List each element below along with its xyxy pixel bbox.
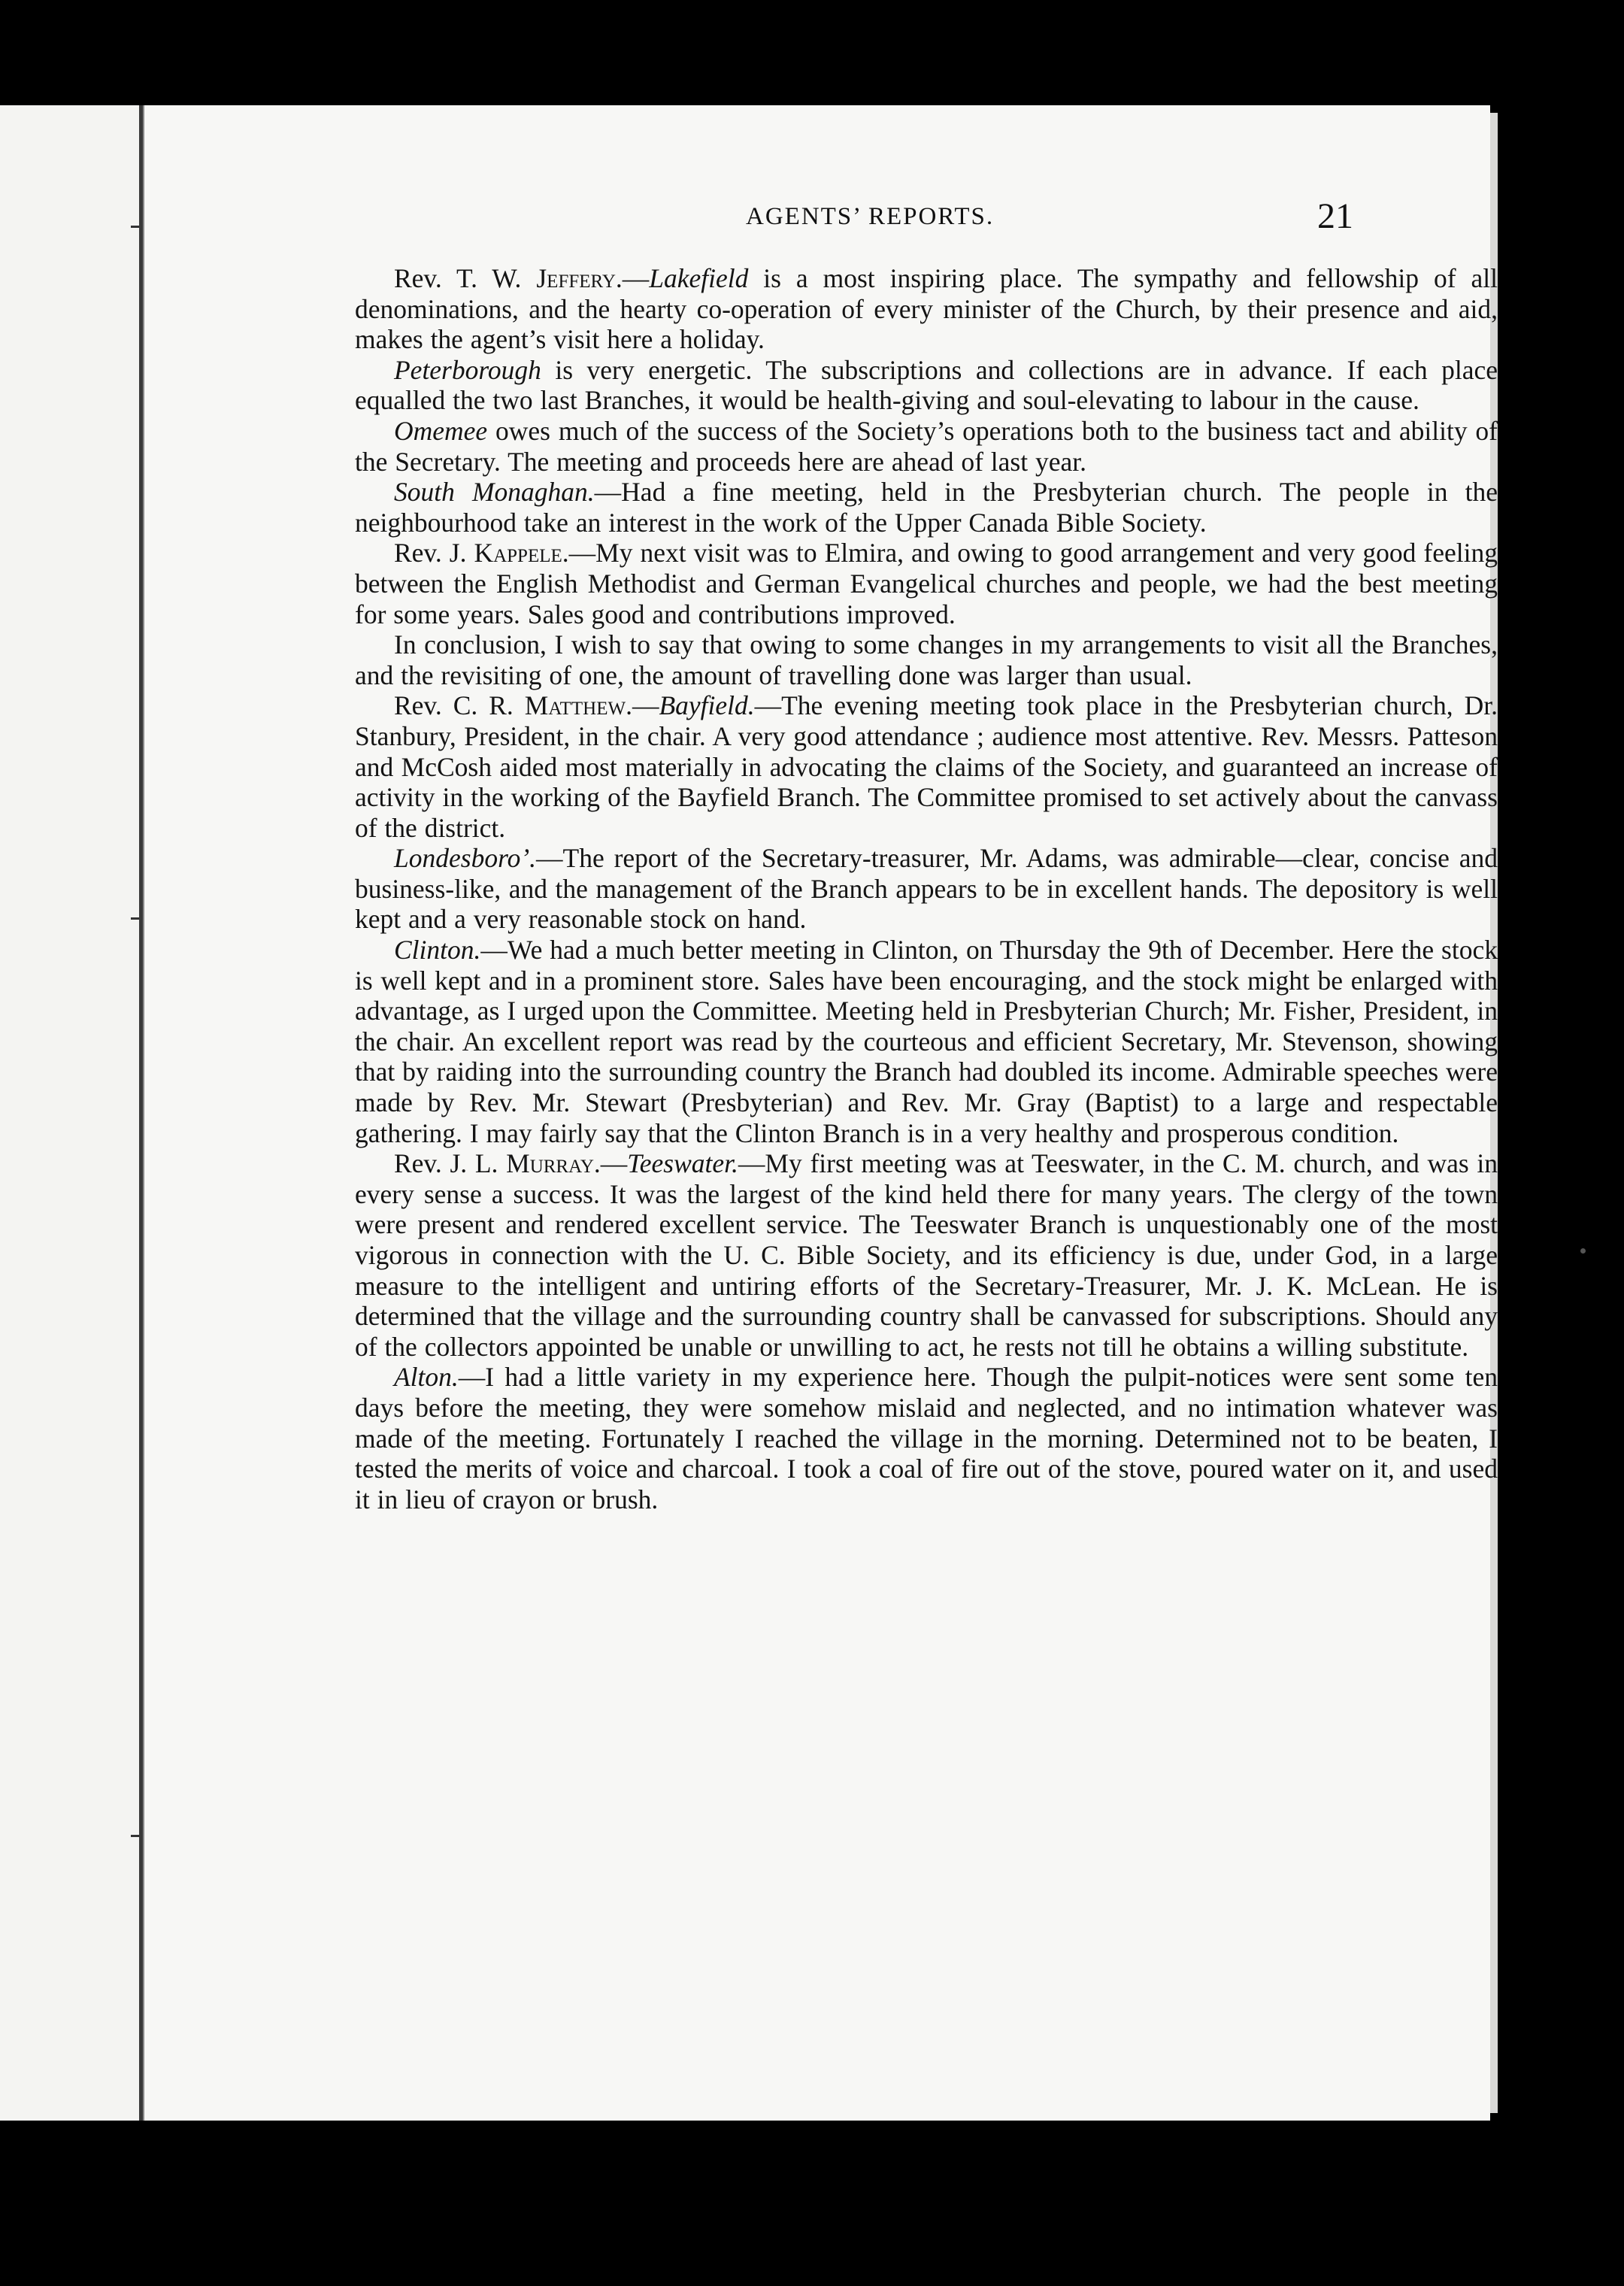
paragraph-text: is very energetic. The subscriptions and collections are in advance. If each place equalled the two last Branches, it would be health-giving and soul-elevating to labour in the cause.: [355, 354, 1498, 416]
paragraph-text: In conclusion, I wish to say that owing to some changes in my arrangements to visit all the Branches, and the revisiting of one, the amount of travelling done was larger than usual.: [355, 629, 1498, 690]
place-name: Lakefield: [649, 263, 749, 293]
paragraph-lead: Rev. C. R.: [394, 690, 525, 721]
book-page: [143, 105, 1498, 2121]
place-name: South Monaghan.: [394, 477, 595, 508]
report-paragraph: [355, 416, 1498, 477]
place-name: Teeswater.: [627, 1148, 738, 1179]
report-paragraph: [355, 263, 1498, 355]
paper-speck: [1580, 1248, 1586, 1254]
place-name: Bayfield.: [659, 690, 755, 721]
paragraph-lead: Rev. J.: [394, 538, 474, 568]
separator: .—: [562, 538, 596, 568]
paragraph-text: —The report of the Secretary-treasurer, Mr. Adams, was admirable—clear, concise and business-like, and the management of the Branch appears to be in excellent hands. The depository is well kept and a very reasonable stock on hand.: [355, 843, 1498, 935]
report-paragraph: [355, 690, 1498, 843]
report-paragraph: [355, 355, 1498, 416]
facing-page-edge: [0, 105, 143, 2121]
paragraph-text: owes much of the success of the Society’s operations both to the business tact and ability of the Secretary. The meeting and proceeds here are ahead of last year.: [355, 415, 1498, 477]
place-name: Alton.: [394, 1362, 459, 1393]
report-paragraph: [355, 477, 1498, 538]
paragraph-text: My next visit was to Elmira, and owing to good arrangement and very good feeling between the English Methodist and German Evangelical churches and people, we had the best meeting for some years. Sales good and contributions improved.: [355, 538, 1498, 629]
place-name: Omemee: [394, 415, 488, 446]
paragraph-text: —Had a fine meeting, held in the Presbyterian church. The people in the neighbourhood take an interest in the work of the Upper Canada Bible Society.: [355, 477, 1498, 538]
report-paragraph: [355, 629, 1498, 690]
body-text: [355, 263, 1498, 1514]
paragraph-text: —My first meeting was at Teeswater, in the C. M. church, and was in every sense a success. It was the largest of the kind held there for many years. The clergy of the town were present and rendered excellent service. The Teeswater Branch is unquestionably one of the most vigorous in connection with the U. C. Bible Society, and its efficiency is due, under God, in a large measure to the intelligent and untiring efforts of the Secretary-Treasurer, Mr. J. K. McLean. He is determined that the village and the surrounding country shall be canvassed for subscriptions. Should any of the collectors appointed be unable or unwilling to act, he rests not till he obtains a willing substitute.: [355, 1148, 1498, 1362]
paragraph-text: —The evening meeting took place in the Presbyterian church, Dr. Stanbury, President, in the chair. A very good attendance ; audience most attentive. Rev. Messrs. Patteson and McCosh aided most materially in advocating the claims of the Society, and guaranteed an increase of activity in the working of the Bayfield Branch. The Committee promised to set actively about the canvass of the district.: [355, 690, 1498, 843]
agent-name: Jeffery: [536, 263, 616, 293]
page-number: 21: [1317, 196, 1353, 236]
paragraph-lead: Rev. J. L.: [394, 1148, 507, 1179]
agent-name: Murray: [506, 1148, 594, 1179]
agent-name: Matthew: [524, 690, 626, 721]
place-name: Clinton.: [394, 935, 481, 966]
report-paragraph: [355, 1148, 1498, 1362]
report-paragraph: [355, 935, 1498, 1148]
report-paragraph: [355, 843, 1498, 935]
paragraph-text: —We had a much better meeting in Clinton, on Thursday the 9th of December. Here the stock is well kept and in a prominent store. Sales have been encouraging, and the stock might be enlarged with advantage, as I urged upon the Committee. Meeting held in Presbyterian Church; Mr. Fisher, President, in the chair. An excellent report was read by the courteous and efficient Secretary, Mr. Stevenson, showing that by raiding into the surrounding country the Branch had doubled its income. Admirable speeches were made by Rev. Mr. Stewart (Presbyterian) and Rev. Mr. Gray (Baptist) to a large and respectable gathering. I may fairly say that the Clinton Branch is in a very healthy and prosperous condition.: [355, 935, 1498, 1148]
paragraph-lead: Rev. T. W.: [394, 263, 537, 293]
paragraph-text: —I had a little variety in my experience here. Though the pulpit-notices were sent some ten days before the meeting, they were somehow mislaid and neglected, and no intimation whatever was made of the meeting. Fortunately I reached the village in the morning. Determined not to be beaten, I tested the merits of voice and charcoal. I took a coal of fire out of the stove, poured water on it, and used it in lieu of crayon or brush.: [355, 1362, 1498, 1514]
separator: .—: [626, 690, 659, 721]
place-name: Londesboro’.: [394, 843, 537, 874]
running-head: AGENTS’ REPORTS.: [746, 203, 995, 230]
report-paragraph: [355, 1362, 1498, 1514]
paragraph-text: is a most inspiring place. The sympathy and fellowship of all denominations, and the hearty co-operation of every minister of the Church, by their presence and aid, makes the agent’s visit here a holiday.: [355, 263, 1498, 355]
agent-name: Kappele: [474, 538, 562, 568]
place-name: Peterborough: [394, 354, 541, 385]
report-paragraph: [355, 538, 1498, 629]
separator: .—: [593, 1148, 628, 1179]
separator: .—: [615, 263, 650, 293]
